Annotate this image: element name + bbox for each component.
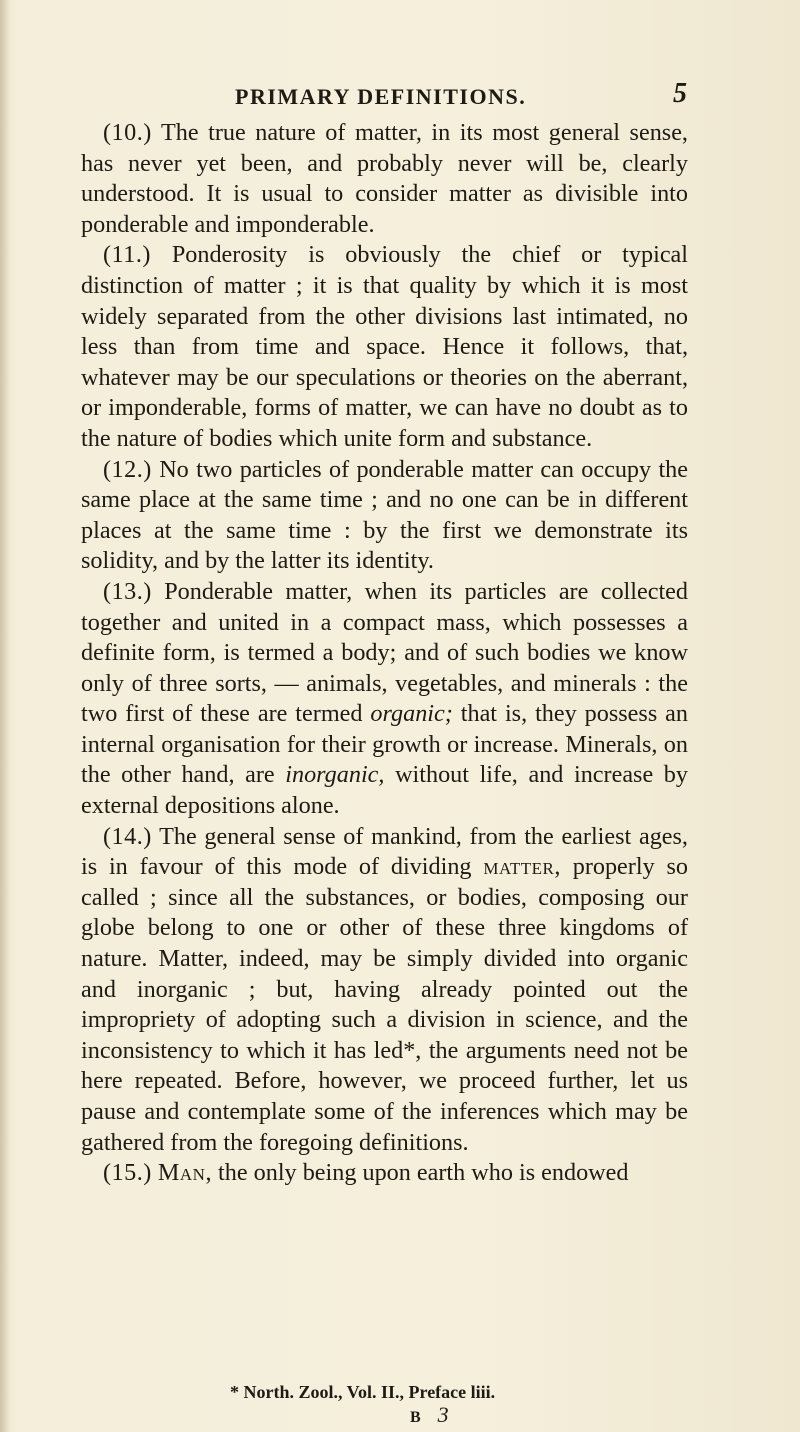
page-number: 5 (673, 78, 687, 109)
paragraph-10 (81, 118, 688, 240)
running-title: PRIMARY DEFINITIONS. (235, 84, 527, 109)
paragraph-number: (10.) (103, 119, 152, 146)
paragraph-number: (12.) (103, 455, 152, 483)
signature-mark (410, 1402, 455, 1428)
paragraph-text: Ponderable matter, when its particles are collected together and united in a compact mass, which possesses a definite form, is termed a body; and of such bodies we know only of three sorts, — animals, vegetables, and minerals : the two first of these are termed (81, 577, 688, 728)
paragraph-text: No two particles of ponderable matter can occupy the same place at the same time ; and no one can be in different places at the same time : by the first we demonstrate its solidity, and by the latter its identity. (81, 455, 689, 575)
paragraph-text: the only being upon earth who is endowed (212, 1159, 629, 1187)
paragraph-number: (11.) (103, 241, 151, 269)
paragraph-number: (13.) (103, 577, 152, 605)
small-caps-term-matter: matter, (483, 853, 561, 881)
paragraph-text: properly so called ; since all the substances, or bodies, composing our globe belong to one or other of these three kingdoms of nature. Matter, indeed, may be simply divided into organic and inorganic ; but, having already pointed out the impropriety of adopting such a division in science, and the inconsistency to which it has led*, the arguments need not be here repeated. Before, however, we proceed further, let us pause and contemplate some of the inferences which may be gathered from the foregoing definitions. (81, 853, 688, 1156)
paragraph-text: that is, they possess an internal organisation for their growth or increase. Minerals, on the other hand, are (81, 700, 688, 789)
paragraph-14 (81, 822, 688, 1159)
signature-letter: B (410, 1409, 427, 1426)
page-header (235, 78, 695, 114)
paragraph-text: without life, and increase by external depositions alone. (81, 761, 688, 820)
italic-term-organic: organic; (370, 700, 453, 728)
body-text (81, 118, 688, 1189)
paragraph-text: The true nature of matter, in its most general sense, has never yet been, and probably never will be, clearly understood. It is usual to consider matter as divisible into ponderable and imponderable. (81, 119, 688, 238)
signature-number: 3 (437, 1402, 455, 1427)
paragraph-text: The general sense of mankind, from the earliest ages, is in favour of this mode of dividing (81, 822, 688, 881)
paragraph-12 (81, 455, 688, 577)
paragraph-13 (81, 577, 688, 822)
footnote: * North. Zool., Vol. II., Preface liii. (230, 1382, 496, 1402)
paragraph-15 (81, 1158, 688, 1189)
paragraph-number: (14.) (103, 822, 152, 850)
spine-shadow (0, 0, 10, 1432)
paragraph-text: Ponderosity is obviously the chief or typical distinction of matter ; it is that quality by which it is most widely separated from the other divisions last intimated, no less than from time and space. Hence it follows, that, whatever may be our speculations or theories on the aberrant, or imponderable, forms of matter, we can have no doubt as to the nature of bodies which unite form and substance. (81, 241, 689, 452)
italic-term-inorganic: inorganic, (285, 761, 385, 789)
paragraph-number: (15.) (103, 1159, 152, 1187)
lead-word-man: Man, (157, 1159, 212, 1187)
paragraph-11 (81, 240, 688, 454)
